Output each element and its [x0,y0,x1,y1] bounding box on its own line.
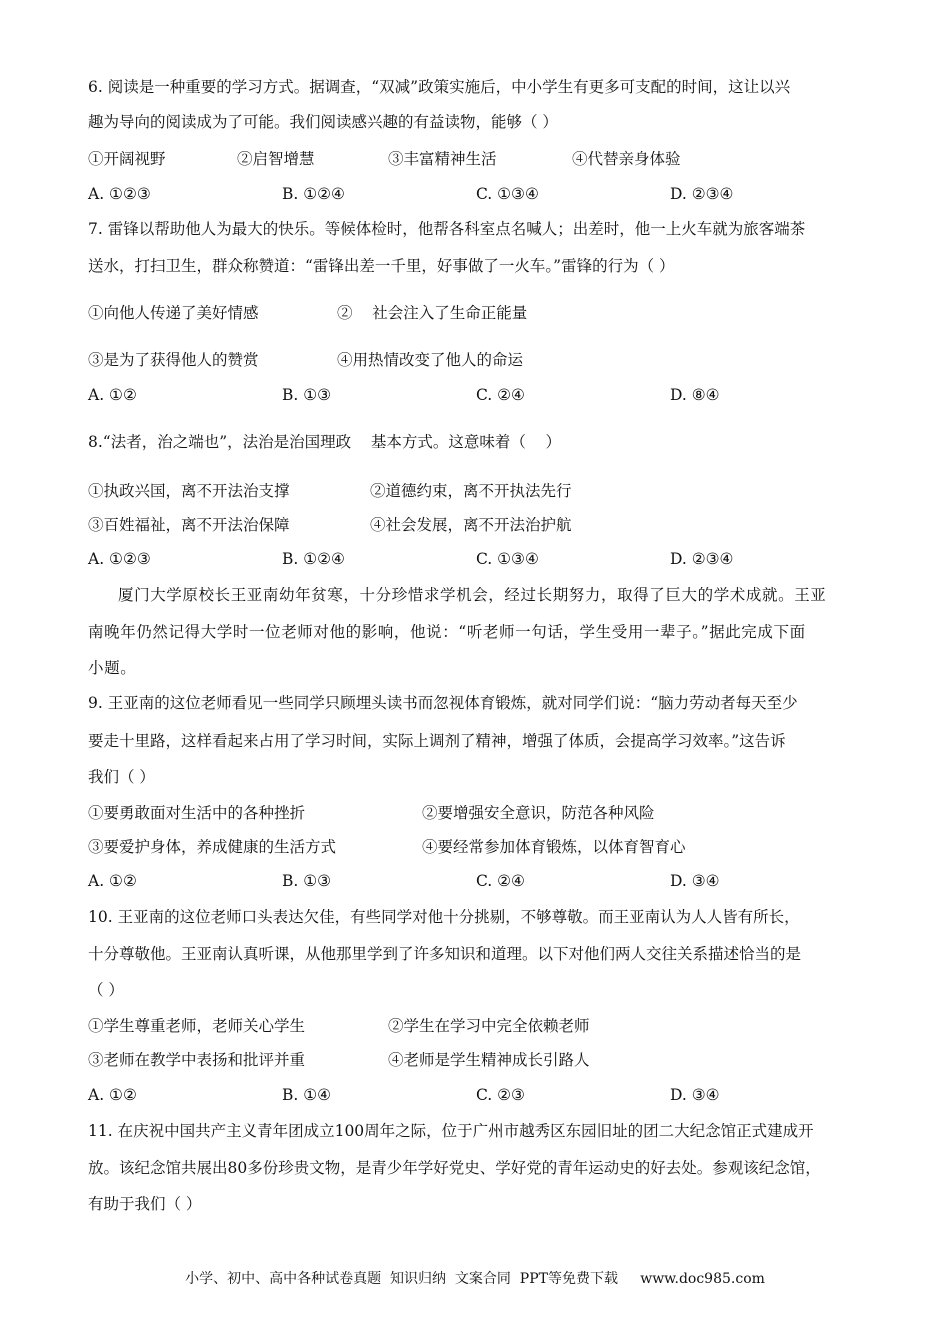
question-8-option-4: ④社会发展，离不开法治护航 [370,516,572,534]
question-10-choice-c: C. ②③ [476,1086,525,1104]
question-10-choice-d: D. ③④ [670,1086,720,1104]
question-8-option-3: ③百姓福祉，离不开法治保障 [88,516,290,534]
question-8-stem: 8.“法者，治之端也”，法治是治国理政 基本方式。这意味着（ ） [88,433,562,451]
question-10-option-4: ④老师是学生精神成长引路人 [388,1051,590,1069]
question-10-stem-line-2: 十分尊敬他。王亚南认真听课，从他那里学到了许多知识和道理。以下对他们两人交往关系描述恰当的是 [88,945,802,963]
question-9-stem-line-2: 要走十里路，这样看起来占用了学习时间，实际上调剂了精神，增强了体质，会提高学习效率。”这告诉 [88,732,786,750]
question-7-option-3: ③是为了获得他人的赞赏 [88,351,259,369]
question-6-option-1: ①开阔视野 [88,150,166,168]
question-7-choice-b: B. ①③ [282,386,332,404]
question-10-choice-a: A. ①② [88,1086,137,1104]
question-7-stem-line-2: 送水，打扫卫生，群众称赞道：“雷锋出差一千里，好事做了一火车。”雷锋的行为（ ） [88,257,675,275]
page-footer: 小学、初中、高中各种试卷真题 知识归纳 文案合同 PPT等免费下载 www.doc985.com [185,1271,765,1287]
question-7-option-1: ①向他人传递了美好情感 [88,304,259,322]
question-9-option-2: ②要增强安全意识，防范各种风险 [422,804,655,822]
question-11-stem-line-3: 有助于我们（ ） [88,1195,202,1213]
question-7-option-2: ② 社会注入了生命正能量 [337,304,528,322]
question-6-choice-b: B. ①②④ [282,185,345,203]
question-6-stem-line-1: 6. 阅读是一种重要的学习方式。据调查，“双减”政策实施后，中小学生有更多可支配的时间，这让以兴 [88,78,791,96]
question-8-choice-b: B. ①②④ [282,550,345,568]
question-8-option-2: ②道德约束，离不开执法先行 [370,482,572,500]
question-10-option-3: ③老师在教学中表扬和批评并重 [88,1051,306,1069]
question-6-option-4: ④代替亲身体验 [572,150,681,168]
question-6-choice-c: C. ①③④ [476,185,539,203]
question-9-option-4: ④要经常参加体育锻炼，以体育智育心 [422,838,686,856]
question-6-choice-d: D. ②③④ [670,185,734,203]
question-10-option-1: ①学生尊重老师，老师关心学生 [88,1017,306,1035]
question-8-choice-d: D. ②③④ [670,550,734,568]
question-10-stem-line-1: 10. 王亚南的这位老师口头表达欠佳，有些同学对他十分挑剔，不够尊敬。而王亚南认为人人皆有所长， [88,908,800,926]
question-6-stem-line-2: 趣为导向的阅读成为了可能。我们阅读感兴趣的有益读物，能够（ ） [88,113,558,131]
question-9-option-3: ③要爱护身体，养成健康的生活方式 [88,838,337,856]
question-10-choice-b: B. ①④ [282,1086,332,1104]
question-9-option-1: ①要勇敢面对生活中的各种挫折 [88,804,306,822]
question-7-choice-a: A. ①② [88,386,137,404]
question-6-choice-a: A. ①②③ [88,185,151,203]
question-7-choice-c: C. ②④ [476,386,525,404]
question-9-choice-b: B. ①③ [282,872,332,890]
question-11-stem-line-2: 放。该纪念馆共展出80多份珍贵文物，是青少年学好党史、学好党的青年运动史的好去处。参观该纪念馆， [88,1159,821,1177]
question-9-choice-c: C. ②④ [476,872,525,890]
question-6-option-2: ②启智增慧 [237,150,315,168]
question-7-choice-d: D. ⑧④ [670,386,720,404]
question-8-choice-a: A. ①②③ [88,550,151,568]
question-6-option-3: ③丰富精神生活 [388,150,497,168]
question-9-choice-a: A. ①② [88,872,137,890]
question-10-stem-line-3: （ ） [88,981,124,999]
question-9-stem-line-3: 我们（ ） [88,768,155,786]
question-7-stem-line-1: 7. 雷锋以帮助他人为最大的快乐。等候体检时，他帮各科室点名喊人；出差时，他一上火车就为旅客端茶 [88,220,806,238]
question-8-choice-c: C. ①③④ [476,550,539,568]
question-9-stem-line-1: 9. 王亚南的这位老师看见一些同学只顾埋头读书而忽视体育锻炼，就对同学们说：“脑力劳动者每天至少 [88,694,798,712]
question-8-option-1: ①执政兴国，离不开法治支撑 [88,482,290,500]
passage-line-1: 厦门大学原校长王亚南幼年贫寒，十分珍惜求学机会，经过长期努力，取得了巨大的学术成就。王亚 [118,586,827,604]
passage-line-3: 小题。 [88,659,137,677]
passage-line-2: 南晚年仍然记得大学时一位老师对他的影响，他说：“听老师一句话，学生受用一辈子。”据此完成下面 [88,623,806,641]
question-11-stem-line-1: 11. 在庆祝中国共产主义青年团成立100周年之际，位于广州市越秀区东园旧址的团二大纪念馆正式建成开 [88,1122,814,1140]
question-7-option-4: ④用热情改变了他人的命运 [337,351,524,369]
question-9-choice-d: D. ③④ [670,872,720,890]
question-10-option-2: ②学生在学习中完全依赖老师 [388,1017,590,1035]
